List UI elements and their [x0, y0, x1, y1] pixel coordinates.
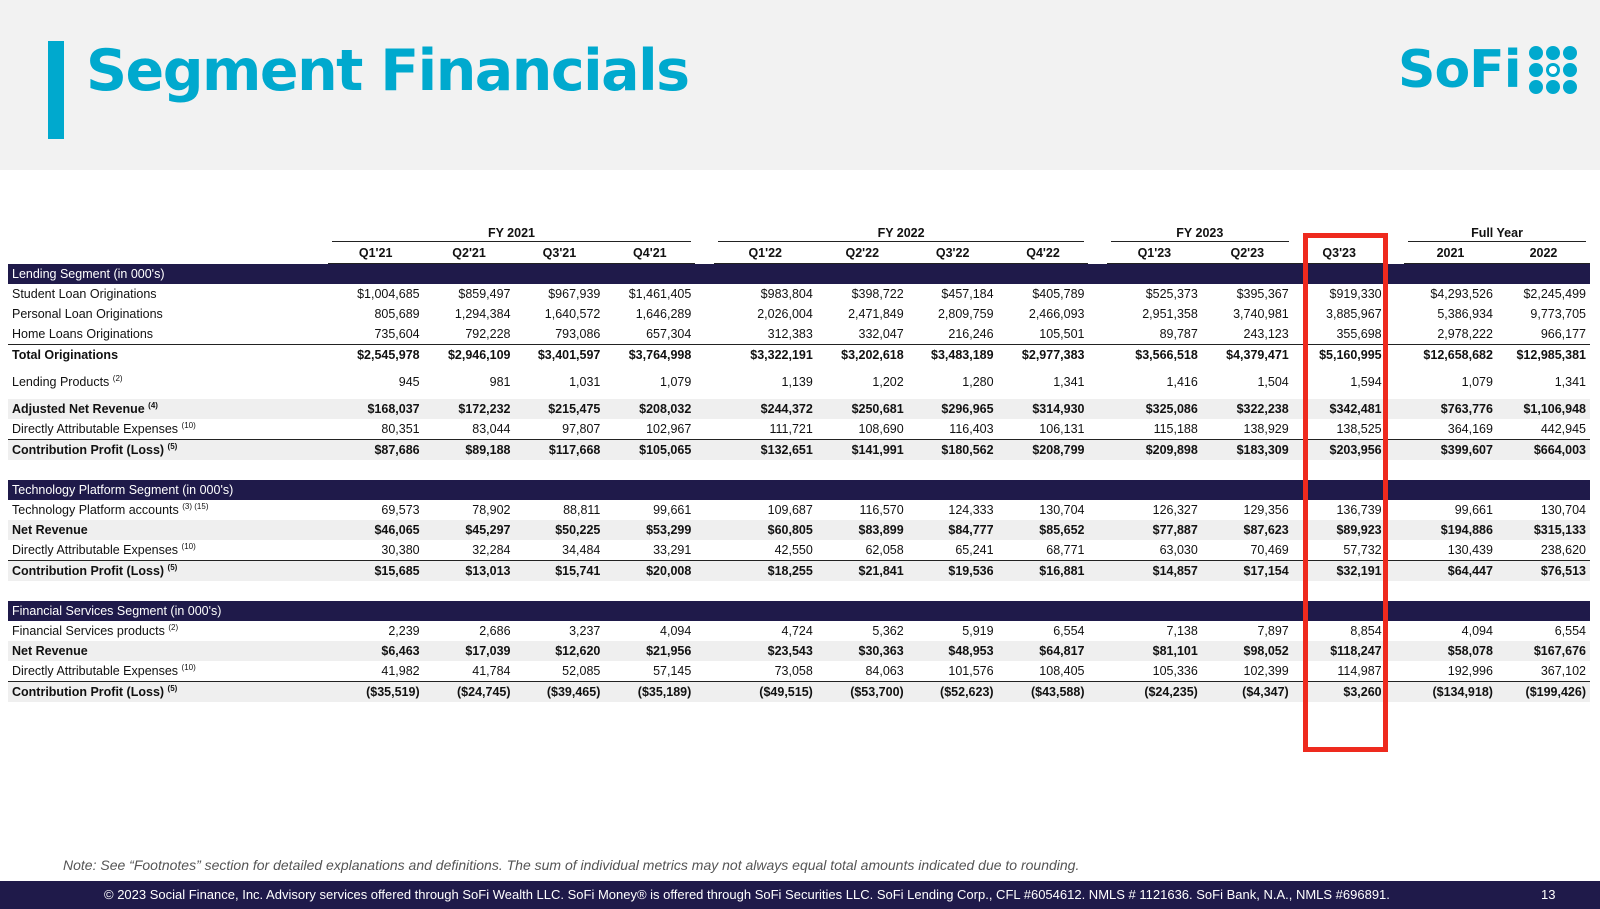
table-cell: $30,363	[817, 641, 908, 661]
row-label-text: Contribution Profit (Loss)	[12, 443, 165, 457]
footnote-ref: (4)	[148, 400, 158, 410]
table-cell: $84,777	[908, 520, 998, 540]
footnote-ref: (5)	[167, 441, 178, 451]
row-label-text: Contribution Profit (Loss)	[12, 685, 165, 699]
row-label-text: Net Revenue	[12, 644, 88, 658]
table-cell: 30,380	[381, 543, 420, 557]
section-title: Financial Services Segment (in 000's)	[8, 601, 1590, 621]
table-cell: $2,245,499	[1523, 287, 1586, 301]
column-header: Q2'23	[1202, 243, 1293, 264]
row-label-text: Directly Attributable Expenses	[12, 422, 179, 436]
table-cell: 97,807	[562, 422, 601, 436]
table-cell: $77,887	[1107, 520, 1202, 540]
table-cell: $20,008	[604, 561, 695, 582]
table-cell: 99,661	[1454, 503, 1493, 517]
table-cell: $32,191	[1293, 561, 1386, 582]
table-cell: 129,356	[1243, 503, 1289, 517]
table-cell: 68,771	[1046, 543, 1085, 557]
table-cell: 62,058	[865, 543, 904, 557]
table-cell: 41,784	[472, 664, 511, 678]
table-cell: $3,764,998	[604, 345, 695, 366]
table-cell: $1,461,405	[628, 287, 692, 301]
table-cell: 442,945	[1540, 422, 1586, 436]
table-cell: 99,661	[653, 503, 692, 517]
table-cell: 792,228	[465, 327, 511, 341]
row-label-text: Directly Attributable Expenses	[12, 664, 179, 678]
table-cell: $81,101	[1107, 641, 1202, 661]
table-cell: 945	[398, 375, 420, 389]
table-cell: 1,079	[1461, 375, 1493, 389]
table-cell: $296,965	[908, 399, 998, 419]
table-cell: $87,686	[328, 440, 424, 461]
table-cell: 367,102	[1540, 664, 1586, 678]
table-cell: 735,604	[374, 327, 420, 341]
q3-23-highlight-box	[1303, 233, 1388, 752]
row-label	[8, 440, 328, 461]
table-cell: 238,620	[1540, 543, 1586, 557]
table-cell: 7,897	[1257, 624, 1289, 638]
table-cell: ($134,918)	[1404, 682, 1497, 703]
table-cell: 63,030	[1159, 543, 1198, 557]
table-cell: 355,698	[1336, 327, 1382, 341]
table-cell: 116,570	[859, 503, 904, 517]
column-header: 2021	[1404, 243, 1497, 264]
table-cell: $19,536	[908, 561, 998, 582]
row-label	[8, 520, 328, 540]
row-label-text: Technology Platform accounts	[12, 503, 179, 517]
table-cell: 69,573	[381, 503, 420, 517]
table-cell: 78,902	[472, 503, 511, 517]
table-cell: 1,504	[1257, 375, 1289, 389]
table-cell: 42,550	[774, 543, 813, 557]
table-cell: 966,177	[1540, 327, 1586, 341]
table-cell: $21,841	[817, 561, 908, 582]
table-cell: $1,106,948	[1497, 399, 1590, 419]
table-cell: $15,685	[328, 561, 424, 582]
table-cell: $322,238	[1202, 399, 1293, 419]
table-cell: 6,554	[1554, 624, 1586, 638]
table-cell: 130,704	[1540, 503, 1586, 517]
table-cell: ($53,700)	[817, 682, 908, 703]
table-cell: 2,686	[479, 624, 511, 638]
table-cell: ($39,465)	[515, 682, 605, 703]
table-cell: $664,003	[1497, 440, 1590, 461]
table-cell: $167,676	[1497, 641, 1590, 661]
table-cell: $76,513	[1497, 561, 1590, 582]
table-cell: 1,294,384	[454, 307, 511, 321]
row-label-text: Net Revenue	[12, 523, 88, 537]
table-cell: $53,299	[604, 520, 695, 540]
table-cell: 102,967	[646, 422, 692, 436]
table-cell: 2,239	[388, 624, 420, 638]
table-cell: 115,188	[1153, 422, 1198, 436]
table-cell: $64,447	[1404, 561, 1497, 582]
table-cell: $117,668	[515, 440, 605, 461]
row-label	[8, 324, 328, 345]
table-cell: 312,383	[767, 327, 813, 341]
logo-text: SoFi	[1398, 40, 1521, 100]
table-cell: 793,086	[555, 327, 601, 341]
table-cell: 4,094	[660, 624, 692, 638]
row-label	[8, 304, 328, 324]
table-cell: 1,079	[660, 375, 692, 389]
table-cell: $12,620	[515, 641, 605, 661]
table-cell: $46,065	[328, 520, 424, 540]
table-cell: $967,939	[548, 287, 601, 301]
table-cell: 2,809,759	[937, 307, 994, 321]
footnote-ref: (10)	[181, 541, 196, 551]
footnote-note: Note: See “Footnotes” section for detailed explanations and definitions. The sum of individual metrics may not always equal total amounts indicated due to rounding.	[63, 857, 1080, 873]
table-cell: 52,085	[562, 664, 601, 678]
table-cell: 111,721	[769, 422, 813, 436]
table-cell: ($49,515)	[714, 682, 817, 703]
table-cell: 130,704	[1039, 503, 1085, 517]
column-header: Q2'22	[817, 243, 908, 264]
table-cell: $2,977,383	[998, 345, 1089, 366]
table-cell: $525,373	[1145, 287, 1198, 301]
table-cell: 4,094	[1461, 624, 1493, 638]
table-cell: $3,260	[1293, 682, 1386, 703]
table-cell: 108,405	[1039, 664, 1085, 678]
row-label-text: Lending Products	[12, 375, 110, 389]
table-cell: 32,284	[472, 543, 511, 557]
footnote-ref: (2)	[112, 373, 123, 383]
table-cell: 126,327	[1152, 503, 1198, 517]
table-cell: 1,646,289	[635, 307, 692, 321]
table-cell: $244,372	[714, 399, 817, 419]
page-title: Segment Financials	[86, 38, 689, 104]
table-cell: $132,651	[714, 440, 817, 461]
column-header: Q1'23	[1107, 243, 1202, 264]
table-cell: 102,399	[1243, 664, 1289, 678]
table-cell: 5,362	[872, 624, 904, 638]
table-cell: 70,469	[1250, 543, 1289, 557]
table-cell: $405,789	[1032, 287, 1085, 301]
table-cell: $23,543	[714, 641, 817, 661]
table-cell: 2,951,358	[1142, 307, 1198, 321]
footnote-ref: (3) (15)	[182, 501, 209, 511]
footer-bar	[0, 881, 1600, 909]
table-cell: $3,401,597	[515, 345, 605, 366]
table-cell: $314,930	[998, 399, 1089, 419]
table-cell: ($35,189)	[604, 682, 695, 703]
table-cell: $315,133	[1497, 520, 1590, 540]
table-cell: 9,773,705	[1530, 307, 1586, 321]
table-cell: 1,416	[1166, 375, 1198, 389]
table-cell: $203,956	[1293, 440, 1386, 461]
table-cell: 57,732	[1343, 543, 1382, 557]
table-cell: $398,722	[851, 287, 904, 301]
table-cell: 124,333	[948, 503, 994, 517]
table-cell: 33,291	[653, 543, 692, 557]
table-cell: 88,811	[563, 503, 601, 517]
table-cell: $98,052	[1202, 641, 1293, 661]
row-label	[8, 500, 328, 520]
column-header: Q4'21	[604, 243, 695, 264]
table-cell: $60,805	[714, 520, 817, 540]
table-cell: 981	[489, 375, 511, 389]
table-cell: 41,982	[381, 664, 420, 678]
table-cell: $2,946,109	[424, 345, 515, 366]
table-cell: 192,996	[1447, 664, 1493, 678]
table-cell: $983,804	[760, 287, 813, 301]
table-cell: $3,202,618	[817, 345, 908, 366]
table-cell: 57,145	[653, 664, 692, 678]
footnote-ref: (2)	[168, 622, 179, 632]
table-cell: 1,341	[1053, 375, 1085, 389]
table-cell: $85,652	[998, 520, 1089, 540]
table-cell: $89,188	[424, 440, 515, 461]
row-label-text: Adjusted Net Revenue	[12, 402, 145, 416]
footnote-ref: (10)	[181, 420, 196, 430]
table-cell: $87,623	[1202, 520, 1293, 540]
table-cell: 3,237	[569, 624, 601, 638]
row-label	[8, 399, 328, 419]
table-cell: $215,475	[515, 399, 605, 419]
table-cell: 101,576	[948, 664, 994, 678]
table-cell: $6,463	[328, 641, 424, 661]
row-label-text: Personal Loan Originations	[12, 307, 163, 321]
table-cell: 116,403	[949, 422, 994, 436]
table-cell: ($4,347)	[1202, 682, 1293, 703]
table-cell: 1,280	[962, 375, 994, 389]
table-cell: $21,956	[604, 641, 695, 661]
table-cell: $168,037	[328, 399, 424, 419]
footnote-ref: (5)	[167, 562, 178, 572]
table-cell: $342,481	[1293, 399, 1386, 419]
table-cell: $17,039	[424, 641, 515, 661]
table-cell: $2,545,978	[328, 345, 424, 366]
table-cell: 7,138	[1166, 624, 1198, 638]
table-cell: $3,566,518	[1107, 345, 1202, 366]
table-cell: $399,607	[1404, 440, 1497, 461]
table-cell: $50,225	[515, 520, 605, 540]
table-cell: 2,471,849	[848, 307, 904, 321]
table-cell: $105,065	[604, 440, 695, 461]
row-label	[8, 661, 328, 682]
table-cell: 138,525	[1336, 422, 1382, 436]
table-cell: 6,554	[1053, 624, 1085, 638]
table-cell: $48,953	[908, 641, 998, 661]
table-cell: 65,241	[955, 543, 994, 557]
footnote-ref: (10)	[181, 662, 196, 672]
table-cell: ($24,235)	[1107, 682, 1202, 703]
fy-2023-header: FY 2023	[1111, 226, 1289, 242]
table-cell: $89,923	[1293, 520, 1386, 540]
table-cell: $180,562	[908, 440, 998, 461]
table-cell: $118,247	[1293, 641, 1386, 661]
table-cell: $14,857	[1107, 561, 1202, 582]
table-cell: $45,297	[424, 520, 515, 540]
table-cell: $141,991	[817, 440, 908, 461]
table-cell: $13,013	[424, 561, 515, 582]
table-cell: 364,169	[1447, 422, 1493, 436]
table-cell: 34,484	[562, 543, 601, 557]
row-label	[8, 284, 328, 304]
column-header: Q1'22	[714, 243, 817, 264]
table-cell: 84,063	[865, 664, 904, 678]
table-cell: $3,483,189	[908, 345, 998, 366]
row-label-text: Home Loans Originations	[12, 327, 154, 341]
column-header: Q2'21	[424, 243, 515, 264]
table-cell: ($43,588)	[998, 682, 1089, 703]
table-cell: 105,501	[1039, 327, 1085, 341]
table-cell: 138,929	[1243, 422, 1289, 436]
table-cell: 109,687	[767, 503, 813, 517]
column-header: Q3'23	[1293, 243, 1386, 264]
table-cell: $457,184	[941, 287, 994, 301]
table-cell: $83,899	[817, 520, 908, 540]
table-cell: $17,154	[1202, 561, 1293, 582]
table-cell: $172,232	[424, 399, 515, 419]
table-cell: 1,594	[1350, 375, 1382, 389]
table-cell: 106,131	[1039, 422, 1085, 436]
table-cell: $15,741	[515, 561, 605, 582]
table-cell: 1,341	[1554, 375, 1586, 389]
table-cell: ($52,623)	[908, 682, 998, 703]
table-cell: 105,336	[1152, 664, 1198, 678]
table-cell: $16,881	[998, 561, 1089, 582]
row-label-text: Total Originations	[12, 348, 119, 362]
table-cell: 3,885,967	[1326, 307, 1382, 321]
table-cell: 136,739	[1336, 503, 1382, 517]
table-cell: 114,987	[1337, 664, 1382, 678]
table-cell: 80,351	[381, 422, 420, 436]
row-label-text: Student Loan Originations	[12, 287, 157, 301]
table-cell: $209,898	[1107, 440, 1202, 461]
table-cell: 1,031	[569, 375, 601, 389]
row-label	[8, 365, 328, 399]
table-cell: 83,044	[472, 422, 511, 436]
table-cell: 1,139	[781, 375, 813, 389]
row-label	[8, 540, 328, 561]
column-header: Q3'22	[908, 243, 998, 264]
header-band	[0, 0, 1600, 170]
row-label-text: Contribution Profit (Loss)	[12, 564, 165, 578]
row-label	[8, 621, 328, 641]
table-cell: $194,886	[1404, 520, 1497, 540]
table-cell: $395,367	[1236, 287, 1289, 301]
row-label	[8, 682, 328, 703]
table-cell: $1,004,685	[357, 287, 420, 301]
table-cell: 805,689	[374, 307, 420, 321]
table-cell: 243,123	[1243, 327, 1289, 341]
table-cell: 130,439	[1447, 543, 1493, 557]
table-cell: 5,386,934	[1437, 307, 1493, 321]
table-cell: $325,086	[1107, 399, 1202, 419]
table-cell: ($24,745)	[424, 682, 515, 703]
table-cell: $208,799	[998, 440, 1089, 461]
table-cell: $58,078	[1404, 641, 1497, 661]
section-title: Lending Segment (in 000's)	[8, 264, 1590, 285]
table-cell: $64,817	[998, 641, 1089, 661]
table-cell: 2,978,222	[1437, 327, 1493, 341]
table-cell: $12,985,381	[1497, 345, 1590, 366]
table-cell: 108,690	[858, 422, 904, 436]
title-accent-bar	[48, 41, 64, 139]
table-cell: $208,032	[604, 399, 695, 419]
table-cell: 3,740,981	[1233, 307, 1289, 321]
row-label	[8, 641, 328, 661]
table-cell: $859,497	[458, 287, 511, 301]
table-cell: 216,246	[948, 327, 994, 341]
logo-dots-icon	[1529, 46, 1577, 94]
column-header: Q1'21	[328, 243, 424, 264]
table-cell: $12,658,682	[1404, 345, 1497, 366]
table-cell: 4,724	[781, 624, 813, 638]
page-number: 13	[1541, 887, 1556, 902]
table-cell: $18,255	[714, 561, 817, 582]
row-label	[8, 419, 328, 440]
column-header: Q4'22	[998, 243, 1089, 264]
table-cell: 2,466,093	[1028, 307, 1085, 321]
row-label	[8, 345, 328, 366]
table-cell: $919,330	[1329, 287, 1382, 301]
footer-disclaimer: © 2023 Social Finance, Inc. Advisory services offered through SoFi Wealth LLC. SoFi Money® is offered through SoFi Securities LLC. SoFi Lending Corp., CFL #6054612. NMLS # 1121636. SoFi Bank, N.A., NMLS #696891.	[104, 887, 1390, 902]
table-cell: 5,919	[962, 624, 994, 638]
table-cell: $250,681	[817, 399, 908, 419]
table-cell: 73,058	[774, 664, 813, 678]
footnote-ref: (5)	[167, 683, 178, 693]
column-header: 2022	[1497, 243, 1590, 264]
table-cell: $4,379,471	[1202, 345, 1293, 366]
sofi-logo	[1398, 40, 1577, 100]
table-cell: 89,787	[1159, 327, 1198, 341]
fy-2021-header: FY 2021	[332, 226, 692, 242]
table-cell: $763,776	[1404, 399, 1497, 419]
table-cell: 657,304	[646, 327, 692, 341]
table-cell: 2,026,004	[757, 307, 813, 321]
table-cell: 1,202	[872, 375, 904, 389]
table-cell: 1,640,572	[544, 307, 601, 321]
section-title: Technology Platform Segment (in 000's)	[8, 480, 1590, 500]
table-cell: $3,322,191	[714, 345, 817, 366]
table-cell: $4,293,526	[1430, 287, 1493, 301]
table-cell: $5,160,995	[1293, 345, 1386, 366]
row-label-text: Directly Attributable Expenses	[12, 543, 179, 557]
table-cell: 332,047	[858, 327, 904, 341]
row-label	[8, 561, 328, 582]
table-cell: 8,854	[1350, 624, 1382, 638]
row-label-text: Financial Services products	[12, 624, 165, 638]
table-cell: ($35,519)	[328, 682, 424, 703]
table-cell: ($199,426)	[1497, 682, 1590, 703]
table-cell: $183,309	[1202, 440, 1293, 461]
full-year-header: Full Year	[1408, 226, 1586, 242]
column-header: Q3'21	[515, 243, 605, 264]
fy-2022-header: FY 2022	[718, 226, 1085, 242]
